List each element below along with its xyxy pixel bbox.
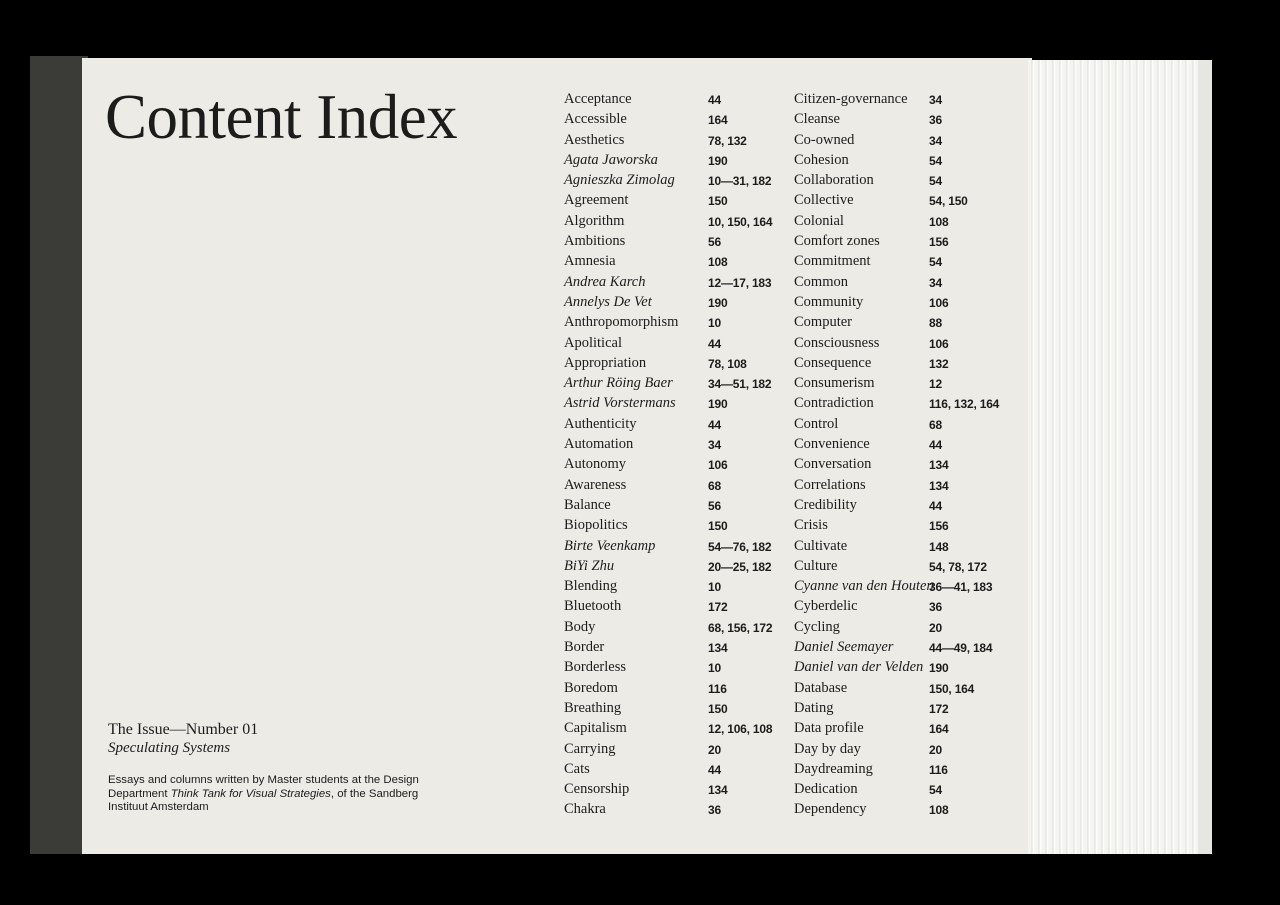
- index-term: Birte Veenkamp: [564, 537, 656, 554]
- index-term: Accessible: [564, 111, 627, 128]
- index-term: Dedication: [794, 781, 858, 798]
- index-term: Cleanse: [794, 111, 840, 128]
- index-pages: 36: [929, 113, 942, 128]
- index-pages: 54: [929, 174, 942, 189]
- index-term: Convenience: [794, 436, 870, 453]
- index-pages: 10, 150, 164: [708, 214, 773, 229]
- index-term: Colonial: [794, 212, 844, 229]
- index-term: Daydreaming: [794, 760, 873, 777]
- index-term: Co-owned: [794, 131, 855, 148]
- index-pages: 150: [708, 194, 728, 209]
- index-term: Apolitical: [564, 334, 622, 351]
- index-term: Appropriation: [564, 354, 647, 371]
- index-pages: 150: [708, 701, 728, 716]
- index-pages: 190: [708, 153, 728, 168]
- index-pages: 44: [708, 417, 721, 432]
- index-pages: 78, 132: [708, 133, 747, 148]
- index-pages: 34—51, 182: [708, 377, 772, 392]
- index-pages: 68: [708, 478, 721, 493]
- index-term: Cycling: [794, 618, 840, 635]
- index-term: Data profile: [794, 720, 864, 737]
- index-pages: 20: [929, 742, 942, 757]
- about-text-italic: Think Tank for Visual Strategies: [170, 787, 331, 800]
- index-pages: 20: [929, 620, 942, 635]
- index-term: Annelys De Vet: [564, 293, 652, 310]
- index-term: Andrea Karch: [564, 273, 646, 290]
- index-term: Daniel van der Velden: [794, 659, 924, 676]
- index-pages: 172: [929, 701, 949, 716]
- index-pages: 134: [929, 458, 949, 473]
- index-pages: 12: [929, 377, 942, 392]
- index-term: Censorship: [564, 781, 630, 798]
- index-term: Biopolitics: [564, 517, 628, 534]
- index-pages: 172: [708, 600, 728, 615]
- index-pages: 44: [708, 336, 721, 351]
- index-pages: 36: [708, 803, 721, 818]
- index-term: Breathing: [564, 699, 622, 716]
- about-text-b: , of the Sandberg Instituut Amsterdam: [108, 787, 419, 814]
- index-pages: 88: [929, 316, 942, 331]
- about-text: [108, 774, 438, 815]
- index-term: Automation: [564, 436, 634, 453]
- index-term: Collaboration: [794, 172, 874, 189]
- index-pages: 156: [929, 235, 949, 250]
- index-term: Body: [564, 618, 596, 635]
- index-term: Boredom: [564, 679, 618, 696]
- index-pages: 108: [708, 255, 728, 270]
- index-pages: 44: [929, 498, 942, 513]
- index-term: Border: [564, 639, 605, 656]
- index-pages: 148: [929, 539, 949, 554]
- index-term: Culture: [794, 557, 838, 574]
- index-pages: 78, 108: [708, 356, 747, 371]
- index-term: Credibility: [794, 496, 857, 513]
- index-pages: 150: [708, 519, 728, 534]
- index-pages: 44: [929, 438, 942, 453]
- index-pages: 56: [708, 235, 721, 250]
- issue-block: [108, 720, 258, 758]
- index-pages: 10: [708, 661, 721, 676]
- index-pages: 106: [708, 458, 728, 473]
- index-term: Ambitions: [564, 233, 626, 250]
- index-pages: 34: [929, 93, 942, 107]
- index-term: Acceptance: [564, 91, 632, 107]
- index-pages: 20—25, 182: [708, 559, 772, 574]
- index-pages: 36: [929, 600, 942, 615]
- index-term: Day by day: [794, 740, 861, 757]
- index-pages: 54: [929, 783, 942, 798]
- book-spine: [30, 56, 88, 854]
- issue-subtitle: Speculating Systems: [108, 740, 231, 756]
- index-term: Autonomy: [564, 456, 627, 473]
- index-term: Astrid Vorstermans: [564, 395, 676, 412]
- index-pages: 54, 78, 172: [929, 559, 987, 574]
- index-term: Carrying: [564, 740, 616, 757]
- index-term: Cats: [564, 760, 590, 777]
- index-pages: 190: [708, 295, 728, 310]
- index-term: Dependency: [794, 801, 867, 818]
- index-term: Agnieszka Zimolag: [564, 172, 675, 189]
- index-pages: 116: [929, 762, 948, 777]
- index-pages: 10: [708, 580, 721, 595]
- index-pages: 156: [929, 519, 949, 534]
- index-term: Chakra: [564, 801, 606, 818]
- index-term: Agreement: [564, 192, 629, 209]
- index-pages: 54: [929, 255, 942, 270]
- index-term: Amnesia: [564, 253, 616, 270]
- index-pages: 116, 132, 164: [929, 397, 1000, 412]
- index-pages: 190: [929, 661, 949, 676]
- index-term: Blending: [564, 578, 618, 595]
- index-pages: 164: [708, 113, 728, 128]
- index-pages: 150, 164: [929, 681, 975, 696]
- index-term: Dating: [794, 699, 834, 716]
- index-pages: 54, 150: [929, 194, 968, 209]
- index-term: Cohesion: [794, 151, 849, 168]
- index-pages: 34: [929, 275, 942, 290]
- index-pages: 12—17, 183: [708, 275, 772, 290]
- index-pages: 54: [929, 153, 942, 168]
- index-term: Authenticity: [564, 415, 637, 432]
- index-term: Conversation: [794, 456, 872, 473]
- index-term: Common: [794, 273, 848, 290]
- page-title: Content Index: [105, 82, 458, 152]
- index-pages: 134: [929, 478, 949, 493]
- index-term: Borderless: [564, 659, 627, 676]
- index-term: Cyanne van den Houten: [794, 578, 934, 595]
- index-pages: 10—31, 182: [708, 174, 772, 189]
- index-term: Correlations: [794, 476, 866, 493]
- index-term: Comfort zones: [794, 233, 880, 250]
- index-term: Cultivate: [794, 537, 848, 554]
- index-pages: 20: [708, 742, 721, 757]
- index-term: Control: [794, 415, 839, 432]
- index-term: Citizen-governance: [794, 91, 908, 107]
- index-pages: 68, 156, 172: [708, 620, 773, 635]
- index-term: Computer: [794, 314, 852, 331]
- index-pages: 44: [708, 762, 721, 777]
- index-pages: 190: [708, 397, 728, 412]
- index-term: Contradiction: [794, 395, 874, 412]
- about-text-a: Essays and columns written by Master students at the Design Department: [108, 774, 419, 800]
- index-pages: 108: [929, 214, 949, 229]
- index-term: Agata Jaworska: [564, 151, 658, 168]
- index-term: Crisis: [794, 517, 828, 534]
- index-pages: 34: [708, 438, 721, 453]
- index-pages: 116: [708, 681, 727, 696]
- index-term: Awareness: [564, 476, 627, 493]
- index-term: Algorithm: [564, 212, 625, 229]
- index-pages: 134: [708, 641, 728, 656]
- page-edges: [1028, 60, 1212, 854]
- index-term: BiYi Zhu: [564, 557, 615, 574]
- index-pages: 12, 106, 108: [708, 722, 773, 737]
- index-pages: 108: [929, 803, 949, 818]
- index-term: Consciousness: [794, 334, 880, 351]
- index-pages: 44—49, 184: [929, 641, 993, 656]
- index-term: Daniel Seemayer: [794, 639, 894, 656]
- index-term: Community: [794, 293, 864, 310]
- index-term: Anthropomorphism: [564, 314, 679, 331]
- index-pages: 34: [929, 133, 942, 148]
- index-pages: 134: [708, 783, 728, 798]
- index-term: Arthur Röing Baer: [564, 375, 673, 392]
- index-pages: 68: [929, 417, 942, 432]
- index-pages: 54—76, 182: [708, 539, 772, 554]
- index-term: Database: [794, 679, 848, 696]
- index-pages: 106: [929, 295, 949, 310]
- index-pages: 56: [708, 498, 721, 513]
- index-term: Balance: [564, 496, 611, 513]
- index-term: Collective: [794, 192, 854, 209]
- index-pages: 164: [929, 722, 949, 737]
- index-term: Aesthetics: [564, 131, 625, 148]
- index-term: Cyberdelic: [794, 598, 858, 615]
- index-term: Bluetooth: [564, 598, 622, 615]
- index-term: Consequence: [794, 354, 872, 371]
- index-pages: 132: [929, 356, 949, 371]
- index-term: Capitalism: [564, 720, 627, 737]
- index-pages: 106: [929, 336, 949, 351]
- index-pages: 36—41, 183: [929, 580, 993, 595]
- index-pages: 10: [708, 316, 721, 331]
- issue-number: The Issue—Number 01: [108, 721, 259, 738]
- index-term: Commitment: [794, 253, 871, 270]
- index-term: Consumerism: [794, 375, 875, 392]
- index-pages: 44: [708, 93, 721, 107]
